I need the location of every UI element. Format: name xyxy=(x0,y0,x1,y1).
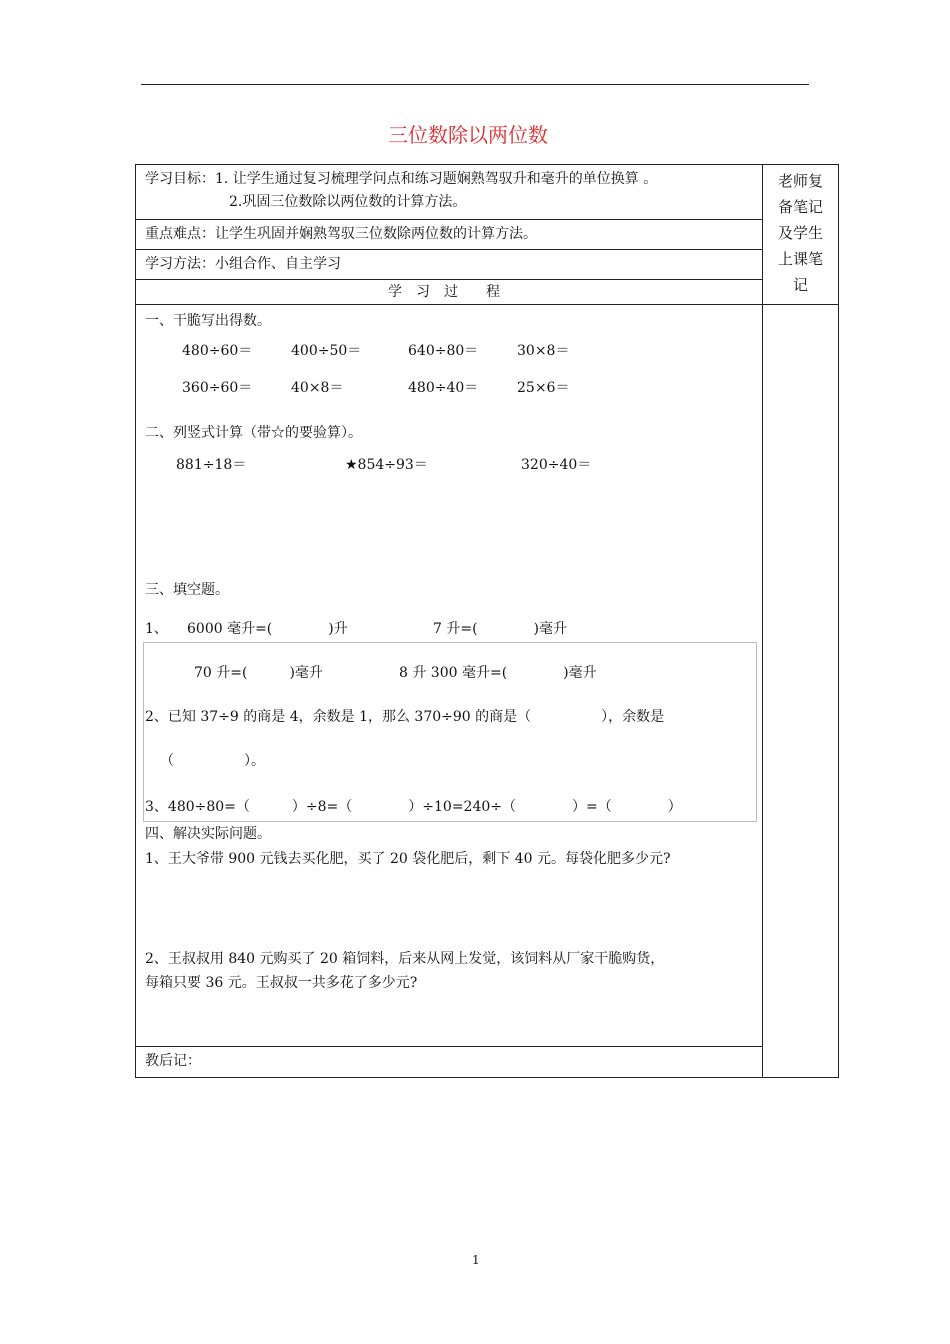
fill-q2-line-2: （ ）。 xyxy=(160,753,265,769)
fill-q3: 3、480÷80=（ ）÷8=（ ）÷10=240÷（ ）=（ ） xyxy=(145,799,682,815)
vertical-calc-item: 320÷40＝ xyxy=(521,457,592,473)
word-problem-2-line-1: 2、王叔叔用 840 元购买了 20 箱饲料，后来从网上发觉，该饲料从厂家干脆购货， xyxy=(145,951,665,967)
table-top-border xyxy=(135,164,838,165)
fill-q1-part-a: 6000 毫升=( )升 xyxy=(187,621,348,637)
fill-q2-line-1: 2、已知 37÷9 的商是 4，余数是 1，那么 370÷90 的商是（ ），余数是 xyxy=(145,709,665,725)
objectives-line-1: 学习目标：1. 让学生通过复习梳理学问点和练习题娴熟驾驭升和毫升的单位换算 。 xyxy=(145,171,658,187)
vertical-calc-item: ★854÷93＝ xyxy=(345,457,428,473)
row-divider-objectives xyxy=(135,219,762,220)
header-rule xyxy=(141,84,809,85)
word-problem-2-line-2: 每箱只要 36 元。王叔叔一共多花了多少元? xyxy=(145,975,418,991)
table-bottom-border xyxy=(135,1077,838,1078)
oral-calc-item: 360÷60＝ xyxy=(182,380,253,396)
row-divider-process-header xyxy=(135,304,838,305)
side-header-line: 老师复 xyxy=(777,172,823,190)
oral-calc-item: 640÷80＝ xyxy=(408,343,479,359)
fill-q1-part-b: 7 升=( )毫升 xyxy=(433,621,568,637)
page-title: 三位数除以两位数 xyxy=(388,123,548,147)
section1-heading: 一、干脆写出得数。 xyxy=(145,313,271,329)
row-divider-methods xyxy=(135,279,762,280)
oral-calc-item: 480÷60＝ xyxy=(182,343,253,359)
vertical-calc-item: 881÷18＝ xyxy=(176,457,247,473)
fill-q1-label: 1、 xyxy=(145,621,168,637)
section4-heading: 四、解决实际问题。 xyxy=(145,826,271,842)
after-class-notes-label: 教后记： xyxy=(145,1053,201,1069)
table-left-border xyxy=(135,164,136,1078)
side-header-line: 及学生 xyxy=(777,224,823,242)
side-header-line: 记 xyxy=(792,276,808,294)
process-header: 学 习 过 程 xyxy=(388,284,500,300)
objectives-line-2: 2.巩固三位数除以两位数的计算方法。 xyxy=(229,194,467,210)
oral-calc-item: 25×6＝ xyxy=(517,380,570,396)
fill-q1-part-c: 70 升=( )毫升 xyxy=(194,665,323,681)
learning-methods: 学习方法：小组合作、自主学习 xyxy=(145,256,341,272)
oral-calc-item: 400÷50＝ xyxy=(291,343,362,359)
side-header-line: 上课笔 xyxy=(777,250,823,268)
side-header xyxy=(763,168,838,298)
key-points: 重点难点：让学生巩固并娴熟驾驭三位数除两位数的计算方法。 xyxy=(145,226,537,242)
row-divider-keypoints xyxy=(135,249,762,250)
table-right-border xyxy=(838,164,839,1078)
section3-heading: 三、填空题。 xyxy=(145,582,229,598)
side-header-line: 备笔记 xyxy=(777,198,823,216)
table-column-divider xyxy=(762,164,763,1078)
oral-calc-item: 480÷40＝ xyxy=(408,380,479,396)
section2-heading: 二、列竖式计算（带☆的要验算）。 xyxy=(145,425,362,441)
oral-calc-item: 40×8＝ xyxy=(291,380,344,396)
word-problem-1: 1、王大爷带 900 元钱去买化肥，买了 20 袋化肥后，剩下 40 元。每袋化肥多少元? xyxy=(145,851,671,867)
oral-calc-item: 30×8＝ xyxy=(517,343,570,359)
page-number: 1 xyxy=(472,1253,480,1267)
fill-q1-part-d: 8 升 300 毫升=( )毫升 xyxy=(399,665,597,681)
row-divider-after-class xyxy=(135,1046,762,1047)
